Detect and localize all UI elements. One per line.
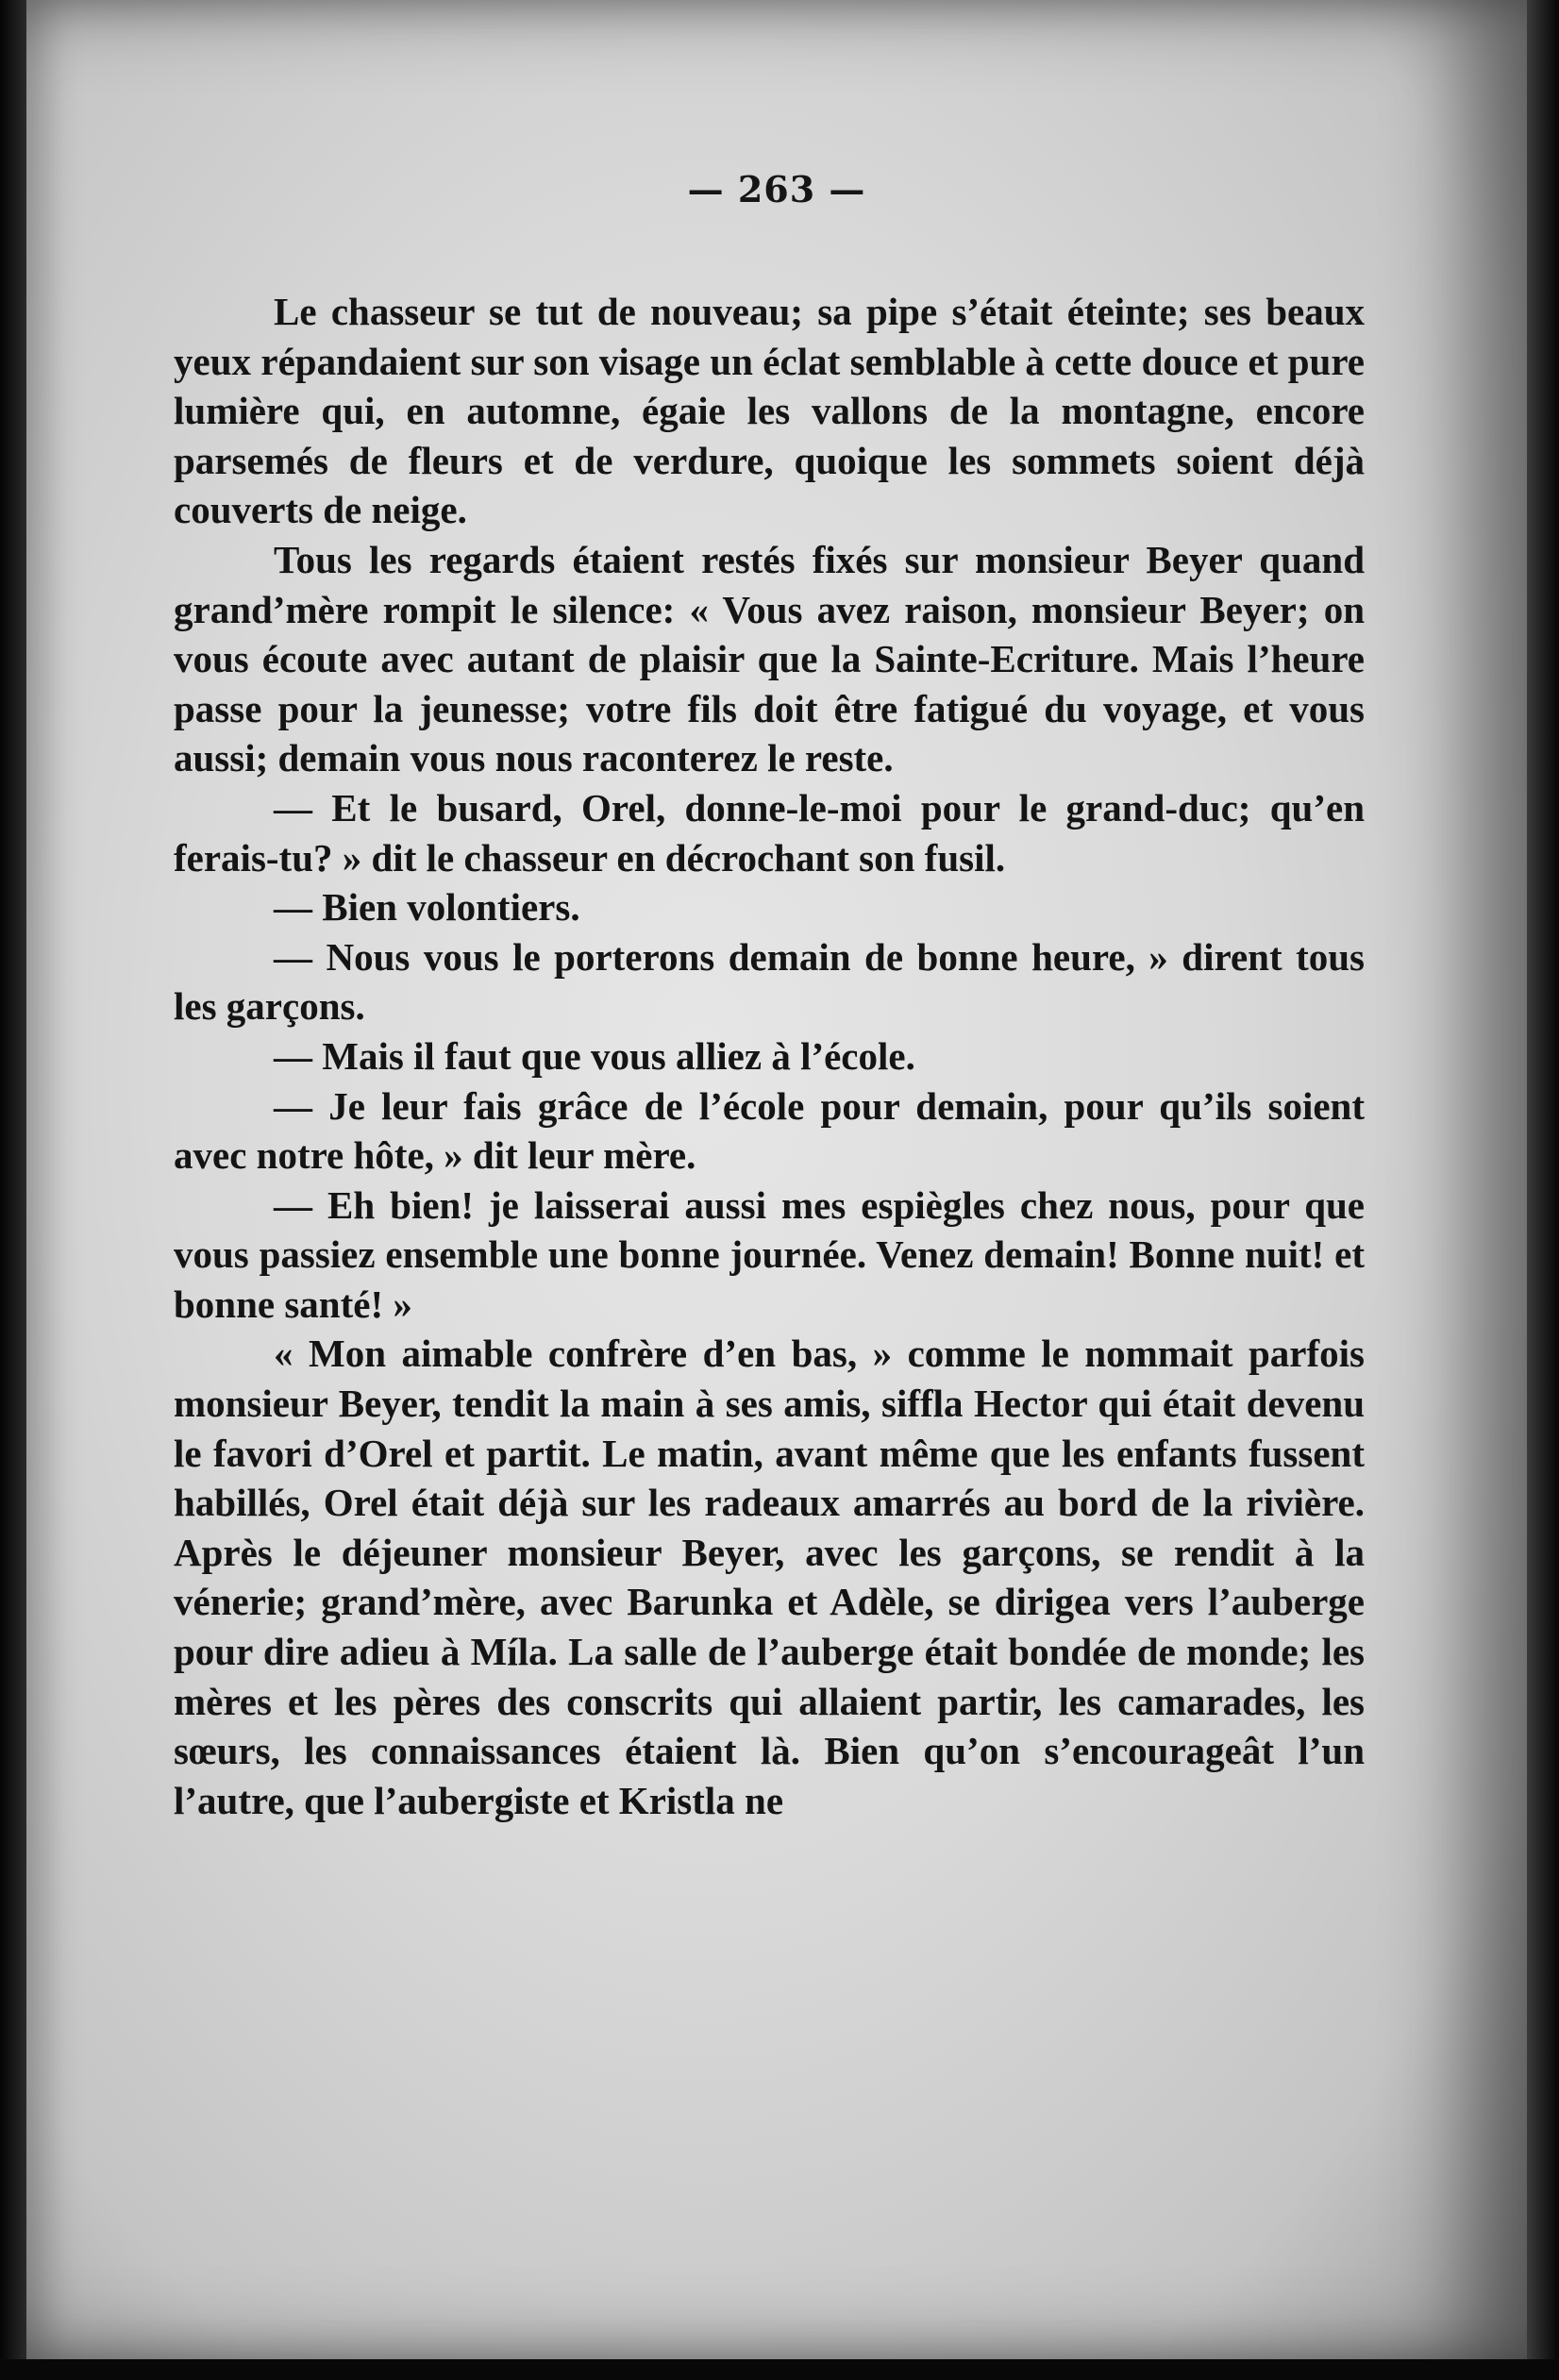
page-number: — 263 —	[687, 168, 866, 210]
paragraph: — Je leur fais grâce de l’école pour demain, pour qu’ils soient avec notre hôte, » dit leur mère.	[174, 1083, 1365, 1178]
book-gutter-shadow	[0, 0, 26, 2380]
page-edge-shadow	[1527, 0, 1559, 2380]
paragraph: — Nous vous le porterons demain de bonne heure, » dirent tous les garçons.	[174, 934, 1365, 1029]
book-page	[26, 0, 1527, 2359]
paragraph: Tous les regards étaient restés fixés sur monsieur Beyer quand grand’mère rompit le silence: « Vous avez raison, monsieur Beyer; on vous écoute avec autant de plaisir que la Sainte-Ecriture. Mais l’heure passe pour la jeunesse; votre fils doit être fatigué du voyage, et vous aussi; demain vous nous raconterez le reste.	[174, 537, 1365, 780]
paragraph: Le chasseur se tut de nouveau; sa pipe s’était éteinte; ses beaux yeux répandaient sur son visage un éclat semblable à cette douce et pure lumière qui, en automne, égaie les vallons de la montagne, encore parsemés de fleurs et de verdure, quoique les sommets soient déjà couverts de neige.	[174, 290, 1365, 532]
paragraph: — Mais il faut que vous alliez à l’école.	[274, 1033, 915, 1078]
paragraph: « Mon aimable confrère d’en bas, » comme le nommait parfois monsieur Beyer, tendit la main à ses amis, siffla Hector qui était devenu le favori d’Orel et partit. Le matin, avant même que les enfants fussent habillés, Orel était déjà sur les radeaux amarrés au bord de la rivière. Après le déjeuner monsieur Beyer, avec les garçons, se rendit à la vénerie; grand’mère, avec Barunka et Adèle, se dirigea vers l’auberge pour dire adieu à Míla. La salle de l’auberge était bondée de monde; les mères et les pères des conscrits qui allaient partir, les camarades, les sœurs, les connaissances étaient là. Bien qu’on s’encourageât l’un l’autre, que l’aubergiste et Kristla ne	[174, 1332, 1365, 1822]
body-text	[174, 287, 1365, 1825]
paragraph: — Eh bien! je laisserai aussi mes espiègles chez nous, pour que vous passiez ensemble une bonne journée. Venez demain! Bonne nuit! et bonne santé! »	[174, 1182, 1365, 1326]
paragraph: — Bien volontiers.	[274, 885, 580, 930]
page-bottom-edge	[0, 2359, 1559, 2380]
paragraph: — Et le busard, Orel, donne-le-moi pour le grand-duc; qu’en ferais-tu? » dit le chasseur en décrochant son fusil.	[174, 785, 1365, 880]
